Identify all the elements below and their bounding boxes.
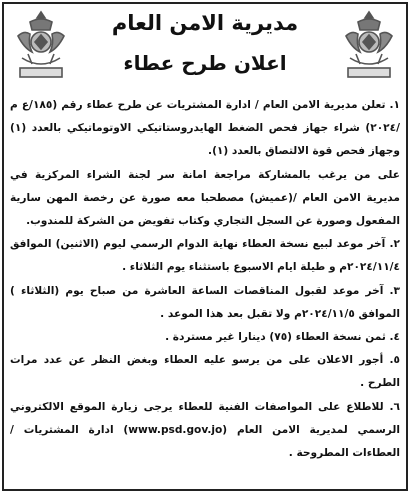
item-1: ١. تعلن مديرية الامن العام / ادارة المشتريات عن طرح عطاء رقم (١٨٥/ع م /٢٠٢٤) شراء جهاز فحص الضغط الهايدروستاتيكي الاوتوماتيكي بالعدد (١) وجهاز فحص قوة الالتصاق بالعدد (١). [10, 99, 400, 158]
announcement-header [4, 4, 406, 92]
psd-emblem-left [10, 8, 72, 82]
item-6-after: ) ادارة المشتريات /العطاءات المطروحة . [10, 423, 400, 460]
item-2: ٢. آخر موعد لبيع نسخة العطاء نهاية الدوام الرسمي ليوم (الاثنين) الموافق ٢٠٢٤/١١/٤م و طيلة ايام الاسبوع باستثناء يوم الثلاثاء . [10, 238, 400, 274]
announcement-frame [2, 2, 408, 491]
page-title: مديرية الامن العام [111, 11, 299, 35]
item-1-note: على من يرغب بالمشاركة مراجعة امانة سر لجنة الشراء المركزية في مديرية الامن العام /(عميش) مصطحبا معه صورة عن رخصة المهن سارية المفعول وصورة عن السجل التجاري وكتاب تفويض من الشركة للمندوب. [10, 168, 400, 228]
item-6 [10, 396, 400, 466]
announcement-body [10, 94, 400, 465]
announcement-subtitle: اعلان طرح عطاء [123, 51, 287, 75]
item-6-before: ٦. للاطلاع على المواصفات الفنية للعطاء يرجى زيارة الموقع الالكتروني الرسمي لمديرية الامن العام ( [10, 400, 400, 436]
item-3: ٣. آخر موعد لقبول المناقصات الساعة العاشرة من صباح يوم (الثلاثاء ) الموافق ٢٠٢٤/١١/٥م ولا تقبل بعد هذا الموعد . [10, 284, 400, 320]
emblem-left-graphic [10, 8, 72, 82]
item-5: ٥. أجور الاعلان على من يرسو عليه العطاء وبغض النظر عن عدد مرات الطرح . [10, 354, 400, 390]
emblem-right-graphic [338, 8, 400, 82]
item-4: ٤. ثمن نسخة العطاء (٧٥) دينارا غير مستردة . [165, 331, 400, 344]
psd-emblem-right [338, 8, 400, 82]
website-link[interactable]: www.psd.gov.jo [128, 423, 223, 436]
